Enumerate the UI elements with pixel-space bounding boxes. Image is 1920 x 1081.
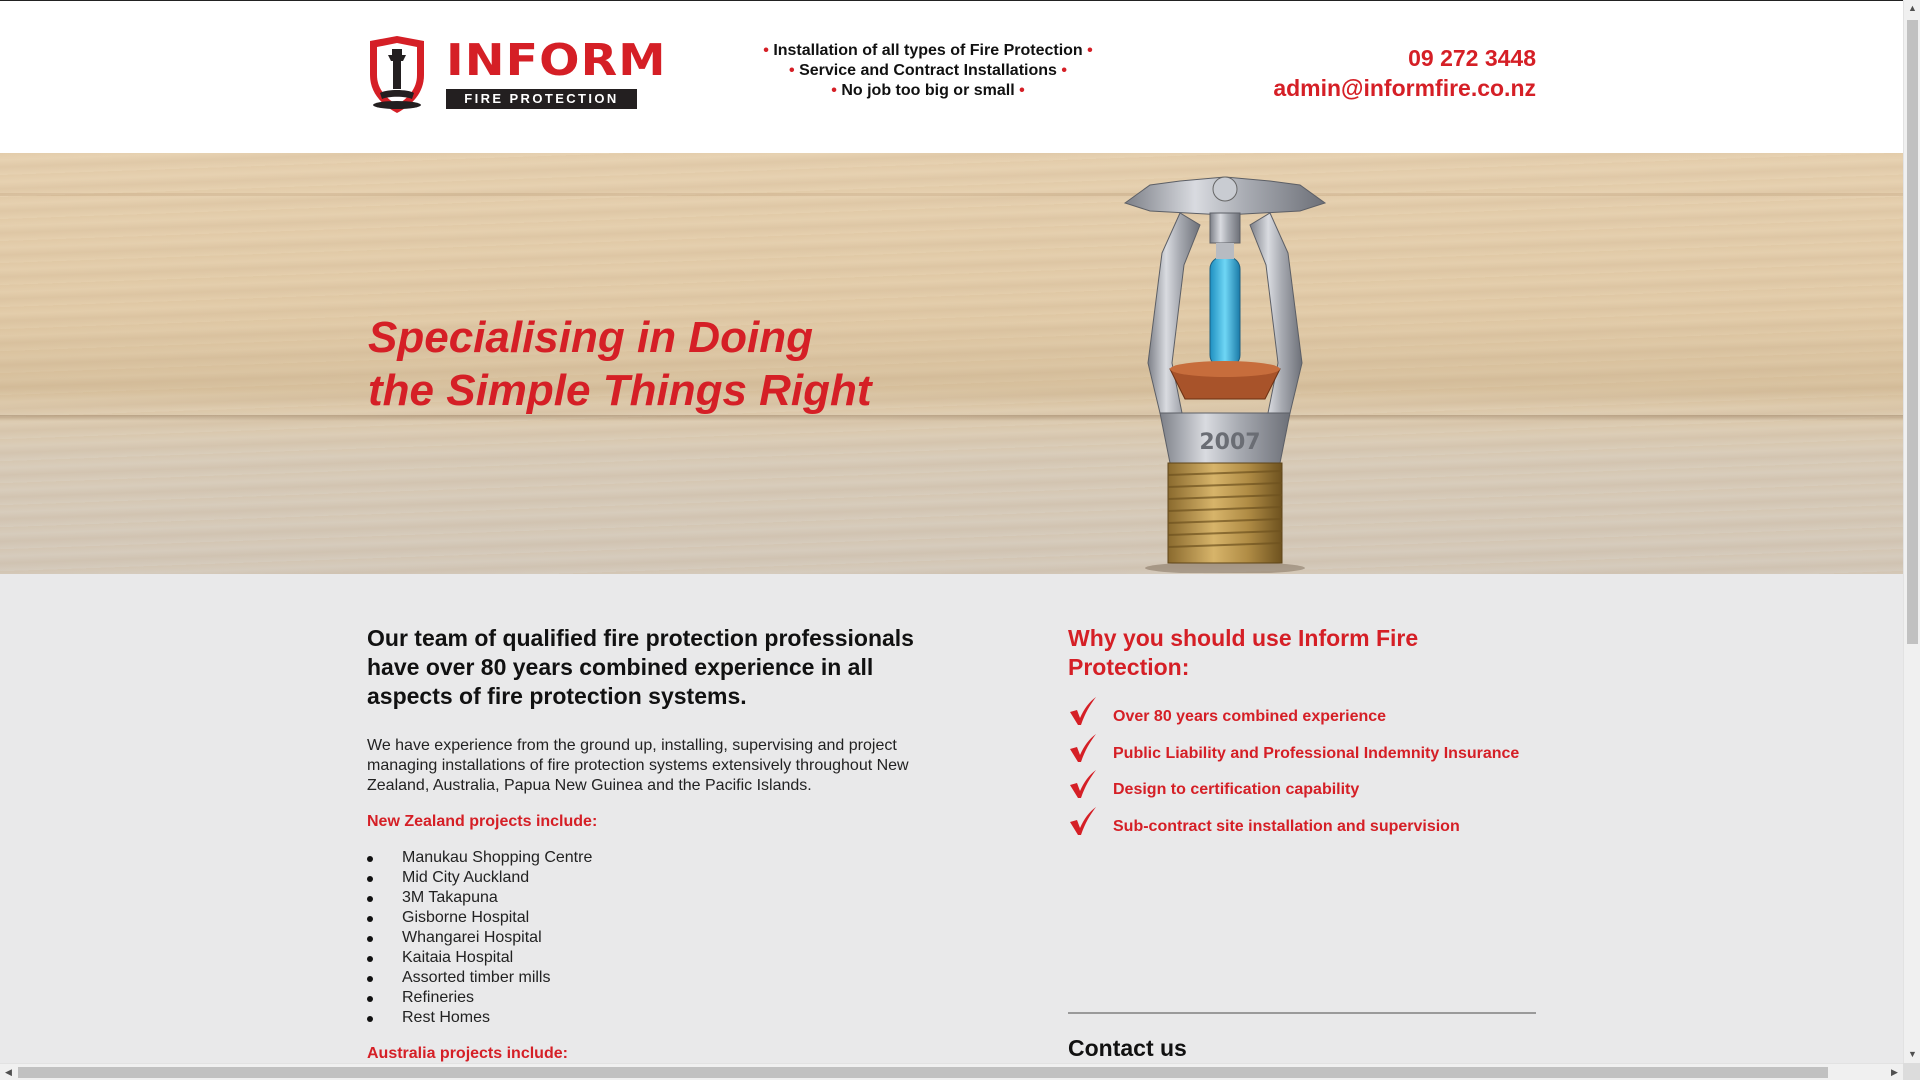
list-item	[367, 888, 957, 908]
project-name: Gisborne Hospital	[402, 909, 530, 926]
checkmark-icon	[1068, 733, 1098, 763]
list-item	[367, 868, 957, 888]
scroll-up-icon[interactable]: ▲	[1908, 3, 1917, 13]
contact-heading: Contact us	[1068, 1035, 1187, 1061]
list-item	[367, 1008, 957, 1028]
scroll-right-icon[interactable]: ▶	[1891, 1067, 1898, 1077]
bullet-icon	[367, 916, 373, 922]
bullet-icon	[367, 1016, 373, 1022]
project-name: Mid City Auckland	[402, 869, 530, 886]
bullet-icon	[367, 976, 373, 982]
project-name: Assorted timber mills	[402, 969, 551, 986]
why-item-text: Sub-contract site installation and supervision	[1113, 817, 1460, 835]
site-logo[interactable]	[366, 35, 667, 115]
phone-link[interactable]: 09 272 3448	[1408, 45, 1536, 71]
list-item	[1068, 769, 1536, 806]
hero-headline-line-1: Specialising in Doing	[368, 313, 813, 362]
tagline-text: No job too big or small	[841, 82, 1015, 99]
bullet-icon	[367, 996, 373, 1002]
logo-wordmark: INFORM	[446, 35, 667, 86]
horizontal-scrollbar[interactable]	[0, 1063, 1903, 1080]
nz-projects-list	[367, 848, 957, 1028]
list-item	[367, 988, 957, 1008]
sprinkler-stamp: 2007	[1199, 430, 1261, 455]
checkmark-icon	[1068, 696, 1098, 726]
project-name: 3M Takapuna	[402, 889, 498, 906]
project-name: Refineries	[402, 989, 475, 1006]
nz-projects-heading: New Zealand projects include:	[367, 813, 598, 830]
tagline-text: Service and Contract Installations	[799, 62, 1057, 79]
tagline-2	[700, 61, 1156, 81]
project-name: Kaitaia Hospital	[402, 949, 514, 966]
why-column	[1068, 624, 1536, 842]
checkmark-icon	[1068, 769, 1098, 799]
list-item	[1068, 806, 1536, 843]
au-projects-heading: Australia projects include:	[367, 1045, 568, 1062]
email-link[interactable]: admin@informfire.co.nz	[1273, 75, 1536, 101]
hero-banner	[0, 153, 1903, 574]
bullet-icon: •	[789, 62, 795, 79]
main-content	[0, 574, 1903, 1063]
bullet-icon	[367, 876, 373, 882]
fire-sprinkler-icon	[1120, 173, 1330, 573]
project-name: Manukau Shopping Centre	[402, 849, 593, 866]
why-item-text: Over 80 years combined experience	[1113, 708, 1387, 725]
bullet-icon	[367, 936, 373, 942]
bullet-icon: •	[1019, 82, 1025, 99]
project-name: Rest Homes	[402, 1009, 491, 1026]
list-item	[367, 948, 957, 968]
header-taglines	[700, 41, 1156, 101]
intro-paragraph: We have experience from the ground up, installing, supervising and project managing installations of fire protection systems extensively throughout New Zealand, Australia, Papua New Guinea and the Pacific Islands.	[367, 737, 909, 794]
tagline-1	[700, 41, 1156, 61]
wood-seam	[0, 415, 1903, 421]
hero-headline-line-2: the Simple Things Right	[368, 366, 872, 415]
project-name: Whangarei Hospital	[402, 929, 542, 946]
scroll-left-icon[interactable]: ◀	[5, 1067, 12, 1077]
section-divider	[1068, 1012, 1536, 1014]
site-header	[0, 1, 1903, 153]
bullet-icon	[367, 956, 373, 962]
wood-grain	[0, 193, 1903, 196]
bullet-icon	[367, 896, 373, 902]
list-item	[367, 928, 957, 948]
tagline-text: Installation of all types of Fire Protection	[773, 42, 1083, 59]
bullet-icon	[367, 856, 373, 862]
scrollbar-corner	[1903, 1063, 1920, 1080]
list-item	[367, 848, 957, 868]
horizontal-scroll-thumb[interactable]	[18, 1067, 1828, 1078]
checkmark-icon	[1068, 806, 1098, 836]
shield-sprinkler-icon	[366, 35, 428, 115]
list-item	[367, 968, 957, 988]
bullet-icon: •	[763, 42, 769, 59]
tagline-3	[700, 81, 1156, 101]
why-heading: Why you should use Inform Fire Protection:	[1068, 625, 1419, 680]
bullet-icon: •	[1087, 42, 1093, 59]
intro-heading: Our team of qualified fire protection professionals have over 80 years combined experience in all aspects of fire protection systems.	[367, 625, 914, 709]
why-item-text: Design to certification capability	[1113, 781, 1360, 798]
vertical-scrollbar[interactable]	[1903, 0, 1920, 1063]
logo-subtitle: FIRE PROTECTION	[446, 89, 637, 109]
bullet-icon: •	[1061, 62, 1067, 79]
why-list	[1068, 696, 1536, 842]
vertical-scroll-thumb[interactable]	[1907, 20, 1918, 644]
hero-headline	[368, 311, 872, 417]
list-item	[367, 908, 957, 928]
header-contact	[1273, 43, 1536, 103]
list-item	[1068, 733, 1536, 770]
about-column	[367, 624, 957, 1063]
scroll-down-icon[interactable]: ▼	[1908, 1049, 1917, 1059]
bullet-icon: •	[831, 82, 837, 99]
list-item	[1068, 696, 1536, 733]
why-item-text: Public Liability and Professional Indemnity Insurance	[1113, 744, 1520, 762]
